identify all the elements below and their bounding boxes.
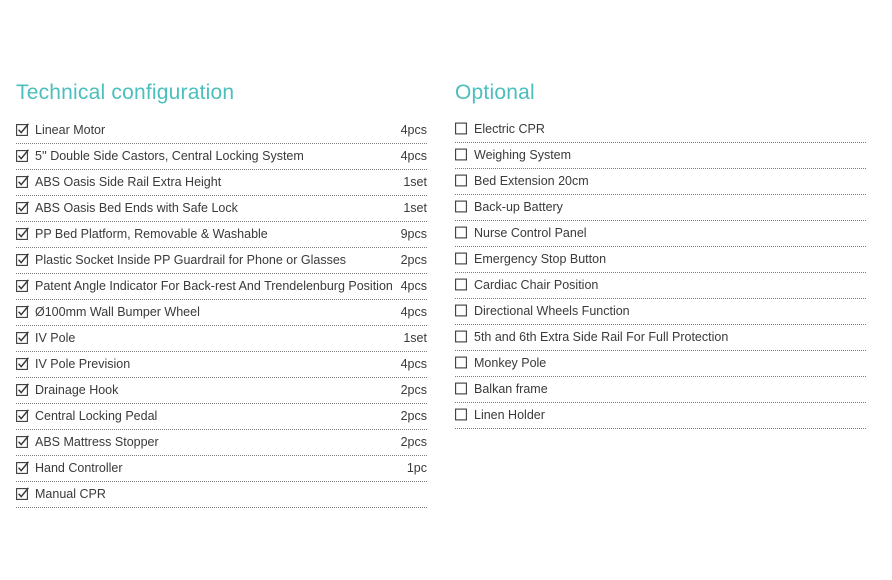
item-label: PP Bed Platform, Removable & Washable xyxy=(35,226,268,241)
item-quantity: 1pc xyxy=(406,460,427,475)
list-item xyxy=(16,196,427,222)
list-item xyxy=(16,378,427,404)
item-label: Bed Extension 20cm xyxy=(474,173,589,188)
list-item xyxy=(16,170,427,196)
optional-title: Optional xyxy=(455,81,535,104)
checked-box-icon xyxy=(16,383,35,398)
list-item xyxy=(16,118,427,144)
list-item xyxy=(16,222,427,248)
item-quantity: 2pcs xyxy=(400,252,427,267)
item-label: IV Pole xyxy=(35,330,76,345)
technical-configuration-title: Technical configuration xyxy=(16,81,235,104)
checked-box-icon xyxy=(16,175,35,190)
empty-box-icon xyxy=(455,122,474,137)
checked-box-icon xyxy=(16,357,35,372)
checked-box-icon xyxy=(16,279,35,294)
item-label: Patent Angle Indicator For Back-rest And Trendelenburg Position xyxy=(35,278,393,293)
list-item xyxy=(455,273,866,299)
item-quantity: 4pcs xyxy=(400,148,427,163)
list-item xyxy=(16,482,427,508)
item-quantity: 4pcs xyxy=(400,304,427,319)
empty-box-icon xyxy=(455,356,474,371)
empty-box-icon xyxy=(455,148,474,163)
item-label: Monkey Pole xyxy=(474,355,547,370)
checked-box-icon xyxy=(16,487,35,502)
item-label: 5'' Double Side Castors, Central Locking System xyxy=(35,148,304,163)
list-item xyxy=(455,299,866,325)
empty-box-icon xyxy=(455,408,474,423)
checked-box-icon xyxy=(16,201,35,216)
list-item xyxy=(16,274,427,300)
checked-box-icon xyxy=(16,331,35,346)
item-quantity: 9pcs xyxy=(400,226,427,241)
item-label: ABS Oasis Side Rail Extra Height xyxy=(35,174,222,189)
list-item xyxy=(455,351,866,377)
item-label: IV Pole Prevision xyxy=(35,356,131,371)
item-label: Linen Holder xyxy=(474,407,545,422)
list-item xyxy=(16,404,427,430)
item-label: Central Locking Pedal xyxy=(35,408,158,423)
item-quantity: 1set xyxy=(403,200,427,215)
item-label: Hand Controller xyxy=(35,460,123,475)
list-item xyxy=(16,144,427,170)
empty-box-icon xyxy=(455,278,474,293)
item-label: Emergency Stop Button xyxy=(474,251,607,266)
list-item xyxy=(455,325,866,351)
checked-box-icon xyxy=(16,149,35,164)
list-item xyxy=(455,247,866,273)
empty-box-icon xyxy=(455,226,474,241)
item-label: Linear Motor xyxy=(35,122,106,137)
item-label: Back-up Battery xyxy=(474,199,563,214)
empty-box-icon xyxy=(455,330,474,345)
item-quantity: 2pcs xyxy=(400,408,427,423)
item-label: ABS Mattress Stopper xyxy=(35,434,159,449)
checked-box-icon xyxy=(16,461,35,476)
checked-box-icon xyxy=(16,409,35,424)
item-quantity: 4pcs xyxy=(400,278,427,293)
list-item xyxy=(16,430,427,456)
item-quantity: 4pcs xyxy=(400,356,427,371)
item-label: Weighing System xyxy=(474,147,572,162)
technical-configuration-list xyxy=(16,118,427,508)
item-label: Plastic Socket Inside PP Guardrail for Phone or Glasses xyxy=(35,252,347,267)
list-item xyxy=(455,169,866,195)
list-item xyxy=(455,117,866,143)
checked-box-icon xyxy=(16,123,35,138)
list-item xyxy=(455,221,866,247)
optional-list xyxy=(455,117,866,429)
item-quantity: 4pcs xyxy=(400,122,427,137)
list-item xyxy=(16,300,427,326)
item-label: Directional Wheels Function xyxy=(474,303,630,318)
checked-box-icon xyxy=(16,305,35,320)
empty-box-icon xyxy=(455,200,474,215)
list-item xyxy=(16,352,427,378)
empty-box-icon xyxy=(455,174,474,189)
list-item xyxy=(455,377,866,403)
list-item xyxy=(455,403,866,429)
item-quantity: 1set xyxy=(403,330,427,345)
item-quantity: 2pcs xyxy=(400,434,427,449)
item-label: Ø100mm Wall Bumper Wheel xyxy=(35,304,200,319)
item-label: Cardiac Chair Position xyxy=(474,277,599,292)
item-label: Balkan frame xyxy=(474,381,548,396)
empty-box-icon xyxy=(455,304,474,319)
empty-box-icon xyxy=(455,382,474,397)
item-label: ABS Oasis Bed Ends with Safe Lock xyxy=(35,200,238,215)
optional-section xyxy=(455,78,866,429)
item-label: 5th and 6th Extra Side Rail For Full Protection xyxy=(474,329,729,344)
item-label: Drainage Hook xyxy=(35,382,119,397)
item-label: Nurse Control Panel xyxy=(474,225,587,240)
item-quantity: 2pcs xyxy=(400,382,427,397)
checked-box-icon xyxy=(16,253,35,268)
list-item xyxy=(16,248,427,274)
list-item xyxy=(16,326,427,352)
list-item xyxy=(16,456,427,482)
list-item xyxy=(455,143,866,169)
checked-box-icon xyxy=(16,227,35,242)
checked-box-icon xyxy=(16,435,35,450)
technical-configuration-section xyxy=(16,78,427,508)
list-item xyxy=(455,195,866,221)
item-label: Manual CPR xyxy=(35,486,106,501)
empty-box-icon xyxy=(455,252,474,267)
item-quantity: 1set xyxy=(403,174,427,189)
item-label: Electric CPR xyxy=(474,121,545,136)
